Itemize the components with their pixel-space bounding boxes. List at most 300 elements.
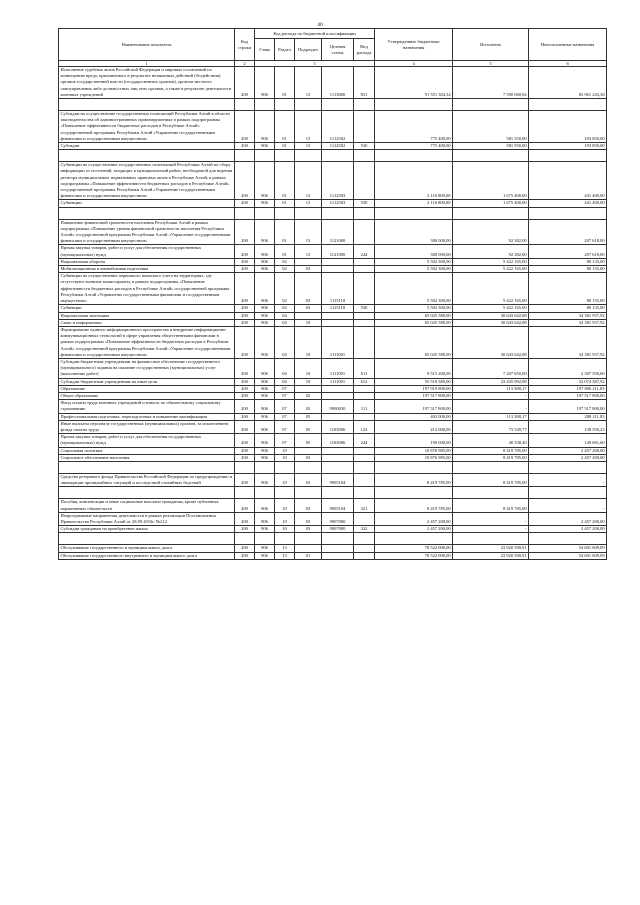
row-razdel: 02 bbox=[275, 258, 295, 265]
row-executed: 92 382,00 bbox=[453, 245, 529, 258]
row-glava: 906 bbox=[255, 273, 275, 305]
row-unexecuted: 2 457 200,00 bbox=[529, 512, 607, 525]
row-name: Национальная экономика bbox=[59, 312, 235, 319]
row-name: Профессиональная подготовка, переподготовка и повышение квалификации bbox=[59, 413, 235, 420]
row-name: Субсидии bbox=[59, 143, 235, 150]
row-executed: 30 643 642,08 bbox=[453, 319, 529, 326]
table-row bbox=[59, 305, 607, 312]
row-razdel: 10 bbox=[275, 512, 295, 525]
row-approved bbox=[375, 99, 453, 111]
row-name: Субсидии бюджетным учреждениям на иные цели bbox=[59, 378, 235, 385]
row-target: 9900030 bbox=[322, 400, 354, 413]
table-row bbox=[59, 266, 607, 273]
row-unexecuted: - bbox=[529, 473, 607, 486]
row-razdel: 10 bbox=[275, 526, 295, 533]
row-approved: 197 517 800,00 bbox=[375, 392, 453, 399]
table-row bbox=[59, 420, 607, 433]
row-executed bbox=[453, 99, 529, 111]
row-name: Средства резервного фонда Правительства Российской Федерации по предупреждению и ликвидации чрезвычайных ситуаций и последствий стихийных бедствий bbox=[59, 473, 235, 486]
row-vid: 530 bbox=[354, 305, 375, 312]
row-razdel: 13 bbox=[275, 545, 295, 552]
budget-execution-table bbox=[58, 28, 607, 560]
row-razdel: 01 bbox=[275, 143, 295, 150]
row-glava: 906 bbox=[255, 358, 275, 378]
row-podrazdel: 03 bbox=[295, 499, 322, 512]
row-razdel: 10 bbox=[275, 454, 295, 461]
row-glava: 906 bbox=[255, 545, 275, 552]
row-vid bbox=[354, 111, 375, 143]
row-vid bbox=[354, 487, 375, 499]
row-vid bbox=[354, 454, 375, 461]
row-unexecuted: 54 601 609,09 bbox=[529, 545, 607, 552]
row-code bbox=[235, 487, 255, 499]
table-row bbox=[59, 392, 607, 399]
row-podrazdel: 03 bbox=[295, 512, 322, 525]
row-executed bbox=[453, 207, 529, 219]
row-glava: 906 bbox=[255, 143, 275, 150]
table-row bbox=[59, 162, 607, 200]
row-approved bbox=[375, 533, 453, 545]
row-glava: 906 bbox=[255, 67, 275, 99]
row-executed: - bbox=[453, 392, 529, 399]
row-code: 200 bbox=[235, 552, 255, 559]
row-approved: 212 000,00 bbox=[375, 420, 453, 433]
row-target: 1115118 bbox=[322, 273, 354, 305]
row-podrazdel: 13 bbox=[295, 111, 322, 143]
row-razdel: 04 bbox=[275, 358, 295, 378]
row-vid bbox=[354, 552, 375, 559]
row-target bbox=[322, 385, 354, 392]
row-vid bbox=[354, 512, 375, 525]
row-name bbox=[59, 150, 235, 162]
row-approved: 65 025 580,00 bbox=[375, 319, 453, 326]
row-podrazdel: 13 bbox=[295, 219, 322, 245]
row-glava: 906 bbox=[255, 305, 275, 312]
row-executed: 5 422 165,00 bbox=[453, 258, 529, 265]
row-razdel bbox=[275, 207, 295, 219]
header-razdel: Раздел bbox=[275, 39, 295, 61]
row-unexecuted: 54 601 609,09 bbox=[529, 552, 607, 559]
row-approved: 775 400,00 bbox=[375, 111, 453, 143]
table-row bbox=[59, 111, 607, 143]
row-approved: 190 000,00 bbox=[375, 434, 453, 447]
row-name: Социальное обеспечение населения bbox=[59, 454, 235, 461]
row-vid: 122 bbox=[354, 420, 375, 433]
row-vid bbox=[354, 545, 375, 552]
row-code: 200 bbox=[235, 378, 255, 385]
row-vid bbox=[354, 413, 375, 420]
row-executed bbox=[453, 487, 529, 499]
table-row bbox=[59, 454, 607, 461]
table-row bbox=[59, 67, 607, 99]
row-unexecuted: 2 307 550,00 bbox=[529, 358, 607, 378]
row-vid bbox=[354, 150, 375, 162]
row-name: Субвенции на осуществление первичного воинского учета на территориях, где отсутствуют военные комиссариаты, в рамках подпрограммы «Повышение эффективности бюджетных расходов в Республике Алтай» государственной программы Республики Алтай «Управление государственными финансами и государственным имуществом» bbox=[59, 273, 235, 305]
row-unexecuted bbox=[529, 150, 607, 162]
row-target bbox=[322, 319, 354, 326]
row-podrazdel bbox=[295, 312, 322, 319]
row-name: Формирование единого информационного пространства и внедрение информационно-коммуникационных технологий в сфере управления общественными финансами в рамках подпрограммы «Повышение эффективности бюджетных расходов в Республике Алтай» государственной программы Республики Алтай «Управление государственными финансами и государственным имуществом» bbox=[59, 326, 235, 358]
row-razdel: 02 bbox=[275, 266, 295, 273]
row-vid bbox=[354, 392, 375, 399]
row-code bbox=[235, 461, 255, 473]
row-glava bbox=[255, 533, 275, 545]
row-unexecuted: 32 074 387,92 bbox=[529, 378, 607, 385]
table-row bbox=[59, 545, 607, 552]
row-name: Общее образование bbox=[59, 392, 235, 399]
row-name: Прочая закупка товаров, работ и услуг для обеспечения государственных (муниципальных) нужд bbox=[59, 434, 235, 447]
row-executed: 40 338,40 bbox=[453, 434, 529, 447]
row-glava: 906 bbox=[255, 434, 275, 447]
row-name: Субсидии на осуществление государственных полномочий Республики Алтай в области законодательства об административных правонарушениях в рамках подпрограммы «Повышение эффективности бюджетных расходов в Республике Алтай» государственной программы Республики Алтай «Управление государственными финансами и государственным имуществом» bbox=[59, 111, 235, 143]
row-code: 200 bbox=[235, 413, 255, 420]
row-executed: 581 550,00 bbox=[453, 111, 529, 143]
row-podrazdel: 03 bbox=[295, 454, 322, 461]
row-approved: 2 116 800,00 bbox=[375, 162, 453, 200]
row-code: 200 bbox=[235, 447, 255, 454]
col-number: 3 bbox=[255, 61, 375, 67]
table-row bbox=[59, 219, 607, 245]
row-vid bbox=[354, 312, 375, 319]
row-target: 1112503 bbox=[322, 162, 354, 200]
col-number: 6 bbox=[529, 61, 607, 67]
header-code-row: Код строки bbox=[235, 29, 255, 61]
row-razdel: 01 bbox=[275, 219, 295, 245]
row-razdel bbox=[275, 533, 295, 545]
row-podrazdel: 13 bbox=[295, 67, 322, 99]
row-code: 200 bbox=[235, 200, 255, 207]
row-target bbox=[322, 258, 354, 265]
row-approved: 8 419 785,00 bbox=[375, 499, 453, 512]
row-podrazdel: 05 bbox=[295, 420, 322, 433]
row-target: 1113000 bbox=[322, 67, 354, 99]
table-row bbox=[59, 499, 607, 512]
row-code: 200 bbox=[235, 319, 255, 326]
row-podrazdel bbox=[295, 258, 322, 265]
row-unexecuted: 34 381 937,92 bbox=[529, 319, 607, 326]
row-approved: 65 025 580,00 bbox=[375, 312, 453, 319]
row-code: 200 bbox=[235, 111, 255, 143]
row-executed: 113 588,17 bbox=[453, 385, 529, 392]
table-row bbox=[59, 473, 607, 486]
row-glava: 906 bbox=[255, 111, 275, 143]
table-row bbox=[59, 207, 607, 219]
row-target: 1121000 bbox=[322, 245, 354, 258]
row-podrazdel bbox=[295, 447, 322, 454]
row-vid: 244 bbox=[354, 245, 375, 258]
row-approved: 5 502 300,00 bbox=[375, 258, 453, 265]
row-code: 200 bbox=[235, 312, 255, 319]
row-unexecuted bbox=[529, 461, 607, 473]
row-executed: 30 643 642,08 bbox=[453, 326, 529, 358]
row-vid bbox=[354, 266, 375, 273]
row-target bbox=[322, 461, 354, 473]
row-unexecuted: 34 381 937,92 bbox=[529, 312, 607, 319]
row-vid bbox=[354, 162, 375, 200]
row-glava: 906 bbox=[255, 319, 275, 326]
row-glava bbox=[255, 207, 275, 219]
row-approved bbox=[375, 487, 453, 499]
row-code: 200 bbox=[235, 245, 255, 258]
row-target bbox=[322, 447, 354, 454]
row-name: Повышение финансовой грамотности населения Республики Алтай в рамках подпрограммы «Повышение уровня финансовой грамотности населения Республики Алтай» государственной программы Республики Алтай «Управление государственными финансами и государственным имуществом» bbox=[59, 219, 235, 245]
table-row bbox=[59, 200, 607, 207]
header-vid: Вид расхода bbox=[354, 39, 375, 61]
row-target: 9907000 bbox=[322, 512, 354, 525]
row-name: Пособия, компенсации и иные социальные выплаты гражданам, кроме публичных нормативных обязательств bbox=[59, 499, 235, 512]
row-razdel: 02 bbox=[275, 305, 295, 312]
row-podrazdel: 03 bbox=[295, 266, 322, 273]
row-executed: 8 419 785,00 bbox=[453, 447, 529, 454]
row-unexecuted: 80 135,00 bbox=[529, 258, 607, 265]
row-razdel: 07 bbox=[275, 420, 295, 433]
row-glava: 906 bbox=[255, 162, 275, 200]
row-target: 1112502 bbox=[322, 111, 354, 143]
row-code: 200 bbox=[235, 258, 255, 265]
row-name: Социальная политика bbox=[59, 447, 235, 454]
row-vid bbox=[354, 319, 375, 326]
row-unexecuted: 2 457 200,00 bbox=[529, 454, 607, 461]
row-target bbox=[322, 392, 354, 399]
row-unexecuted: 197 806 211,83 bbox=[529, 385, 607, 392]
table-row bbox=[59, 434, 607, 447]
row-unexecuted: 138 550,23 bbox=[529, 420, 607, 433]
row-name bbox=[59, 461, 235, 473]
row-target bbox=[322, 487, 354, 499]
header-budget-code: Код расхода по бюджетной классификации bbox=[255, 29, 375, 39]
row-name: Непрограммные направления деятельности в рамках реализации Постановления Правительства Республики Алтай от 28.09.2010г. №212 bbox=[59, 512, 235, 525]
row-name: Субвенции bbox=[59, 200, 235, 207]
row-unexecuted bbox=[529, 99, 607, 111]
row-name: Обслуживание государственного внутреннего и муниципального долга bbox=[59, 552, 235, 559]
row-code: 200 bbox=[235, 499, 255, 512]
row-razdel: 13 bbox=[275, 552, 295, 559]
row-name: Фонд оплаты труда казенных учреждений и взносы по обязательному социальному страхованию bbox=[59, 400, 235, 413]
row-razdel bbox=[275, 150, 295, 162]
row-unexecuted bbox=[529, 207, 607, 219]
row-glava: 906 bbox=[255, 378, 275, 385]
row-vid bbox=[354, 461, 375, 473]
table-row bbox=[59, 552, 607, 559]
row-glava: 906 bbox=[255, 392, 275, 399]
row-target: 1103006 bbox=[322, 434, 354, 447]
row-podrazdel bbox=[295, 150, 322, 162]
row-unexecuted: 80 135,00 bbox=[529, 273, 607, 305]
row-approved: 9 515 200,00 bbox=[375, 358, 453, 378]
table-row bbox=[59, 526, 607, 533]
row-executed: 23 920 390,91 bbox=[453, 552, 529, 559]
row-target: 1111001 bbox=[322, 326, 354, 358]
table-row bbox=[59, 245, 607, 258]
row-glava bbox=[255, 461, 275, 473]
row-vid: 111 bbox=[354, 400, 375, 413]
row-executed: 7 207 650,00 bbox=[453, 358, 529, 378]
row-glava: 906 bbox=[255, 312, 275, 319]
row-glava: 906 bbox=[255, 245, 275, 258]
row-podrazdel: 10 bbox=[295, 358, 322, 378]
row-glava: 906 bbox=[255, 447, 275, 454]
table-row bbox=[59, 150, 607, 162]
row-target: 1103006 bbox=[322, 420, 354, 433]
row-approved: 5 502 300,00 bbox=[375, 273, 453, 305]
table-row bbox=[59, 143, 607, 150]
row-executed: 7 590 060,94 bbox=[453, 67, 529, 99]
row-approved bbox=[375, 150, 453, 162]
row-code: 200 bbox=[235, 392, 255, 399]
table-row bbox=[59, 413, 607, 420]
row-executed: - bbox=[453, 526, 529, 533]
row-executed: 5 422 165,00 bbox=[453, 266, 529, 273]
row-vid bbox=[354, 447, 375, 454]
row-razdel: 07 bbox=[275, 434, 295, 447]
row-approved bbox=[375, 207, 453, 219]
table-row bbox=[59, 319, 607, 326]
row-podrazdel: 10 bbox=[295, 319, 322, 326]
row-code: 200 bbox=[235, 266, 255, 273]
row-target bbox=[322, 207, 354, 219]
row-code: 200 bbox=[235, 326, 255, 358]
header-unexecuted: Неисполненные назначения bbox=[529, 29, 607, 61]
row-target: 1115118 bbox=[322, 305, 354, 312]
col-number: 5 bbox=[453, 61, 529, 67]
row-podrazdel: 03 bbox=[295, 473, 322, 486]
row-name: Образование bbox=[59, 385, 235, 392]
row-glava: 906 bbox=[255, 473, 275, 486]
row-code: 200 bbox=[235, 305, 255, 312]
row-podrazdel: 02 bbox=[295, 392, 322, 399]
row-executed: 23 920 390,91 bbox=[453, 545, 529, 552]
row-approved: 300 000,00 bbox=[375, 219, 453, 245]
row-name: Мобилизационная и вневойсковая подготовка bbox=[59, 266, 235, 273]
row-executed: 73 549,77 bbox=[453, 420, 529, 433]
row-code: 200 bbox=[235, 400, 255, 413]
row-target bbox=[322, 454, 354, 461]
table-row bbox=[59, 461, 607, 473]
row-target bbox=[322, 99, 354, 111]
row-target: 1111001 bbox=[322, 378, 354, 385]
table-row bbox=[59, 487, 607, 499]
row-vid: 612 bbox=[354, 378, 375, 385]
row-approved: 78 522 000,00 bbox=[375, 552, 453, 559]
row-target: 1111001 bbox=[322, 358, 354, 378]
header-name: Наименование показателя bbox=[59, 29, 235, 61]
row-target: 9907000 bbox=[322, 526, 354, 533]
row-code bbox=[235, 207, 255, 219]
row-unexecuted: 193 850,00 bbox=[529, 143, 607, 150]
row-executed: 92 382,00 bbox=[453, 219, 529, 245]
row-podrazdel: 10 bbox=[295, 326, 322, 358]
row-razdel bbox=[275, 99, 295, 111]
row-approved: 2 116 800,00 bbox=[375, 200, 453, 207]
row-code: 200 bbox=[235, 358, 255, 378]
row-executed: 23 435 992,08 bbox=[453, 378, 529, 385]
row-podrazdel: 10 bbox=[295, 378, 322, 385]
table-row bbox=[59, 400, 607, 413]
row-razdel: 10 bbox=[275, 473, 295, 486]
row-code bbox=[235, 533, 255, 545]
row-target bbox=[322, 150, 354, 162]
row-code: 200 bbox=[235, 526, 255, 533]
row-approved: 2 457 200,00 bbox=[375, 512, 453, 525]
table-row bbox=[59, 447, 607, 454]
row-executed: 1 675 400,00 bbox=[453, 162, 529, 200]
row-code: 200 bbox=[235, 162, 255, 200]
row-glava: 906 bbox=[255, 326, 275, 358]
row-approved: 65 025 580,00 bbox=[375, 326, 453, 358]
row-name: Исполнение судебных актов Российской Федерации и мировых соглашений по возмещению вреда, причиненного в результате незаконных действий (бездействия) органов государственной власти (государственных органов), органов местного самоуправления либо должностных лиц этих органов, а также в результате деятельности казенных учреждений bbox=[59, 67, 235, 99]
header-glava: Глава bbox=[255, 39, 275, 61]
row-podrazdel bbox=[295, 461, 322, 473]
table-row bbox=[59, 358, 607, 378]
row-razdel: 01 bbox=[275, 111, 295, 143]
row-glava: 906 bbox=[255, 200, 275, 207]
row-code: 200 bbox=[235, 545, 255, 552]
table-row bbox=[59, 326, 607, 358]
row-razdel: 04 bbox=[275, 312, 295, 319]
row-target bbox=[322, 413, 354, 420]
col-number: 2 bbox=[235, 61, 255, 67]
row-glava: 906 bbox=[255, 512, 275, 525]
row-executed: 581 550,00 bbox=[453, 143, 529, 150]
row-vid bbox=[354, 385, 375, 392]
row-glava: 906 bbox=[255, 219, 275, 245]
row-vid bbox=[354, 326, 375, 358]
row-podrazdel bbox=[295, 99, 322, 111]
row-unexecuted: 2 457 200,00 bbox=[529, 526, 607, 533]
row-glava: 906 bbox=[255, 499, 275, 512]
row-vid: 611 bbox=[354, 358, 375, 378]
row-target bbox=[322, 552, 354, 559]
row-target bbox=[322, 312, 354, 319]
header-approved: Утвержденные бюджетные назначения bbox=[375, 29, 453, 61]
row-razdel: 04 bbox=[275, 378, 295, 385]
row-approved: 197 517 800,00 bbox=[375, 400, 453, 413]
row-podrazdel: 05 bbox=[295, 413, 322, 420]
row-target: 9905104 bbox=[322, 473, 354, 486]
row-razdel: 04 bbox=[275, 326, 295, 358]
row-podrazdel: 03 bbox=[295, 526, 322, 533]
row-executed bbox=[453, 461, 529, 473]
row-podrazdel bbox=[295, 207, 322, 219]
row-approved: 5 502 300,00 bbox=[375, 305, 453, 312]
row-unexecuted: 83 961 243,38 bbox=[529, 67, 607, 99]
row-glava: 906 bbox=[255, 258, 275, 265]
row-code bbox=[235, 99, 255, 111]
row-podrazdel: 13 bbox=[295, 245, 322, 258]
row-razdel: 07 bbox=[275, 400, 295, 413]
row-code bbox=[235, 150, 255, 162]
row-podrazdel: 02 bbox=[295, 400, 322, 413]
row-vid: 530 bbox=[354, 143, 375, 150]
row-podrazdel: 13 bbox=[295, 162, 322, 200]
row-target bbox=[322, 533, 354, 545]
row-vid bbox=[354, 258, 375, 265]
row-name: Субсидии бюджетным учреждениям на финансовое обеспечение государственного (муниципального) задания на оказание государственных (муниципальных) услуг (выполнение работ) bbox=[59, 358, 235, 378]
row-razdel: 10 bbox=[275, 447, 295, 454]
row-glava: 906 bbox=[255, 552, 275, 559]
row-vid: 321 bbox=[354, 499, 375, 512]
row-glava: 906 bbox=[255, 385, 275, 392]
row-podrazdel bbox=[295, 487, 322, 499]
table-row bbox=[59, 99, 607, 111]
row-code: 200 bbox=[235, 434, 255, 447]
row-unexecuted: 80 135,00 bbox=[529, 305, 607, 312]
row-vid: 322 bbox=[354, 526, 375, 533]
row-razdel: 07 bbox=[275, 413, 295, 420]
row-razdel: 04 bbox=[275, 319, 295, 326]
row-razdel: 10 bbox=[275, 499, 295, 512]
table-row bbox=[59, 258, 607, 265]
